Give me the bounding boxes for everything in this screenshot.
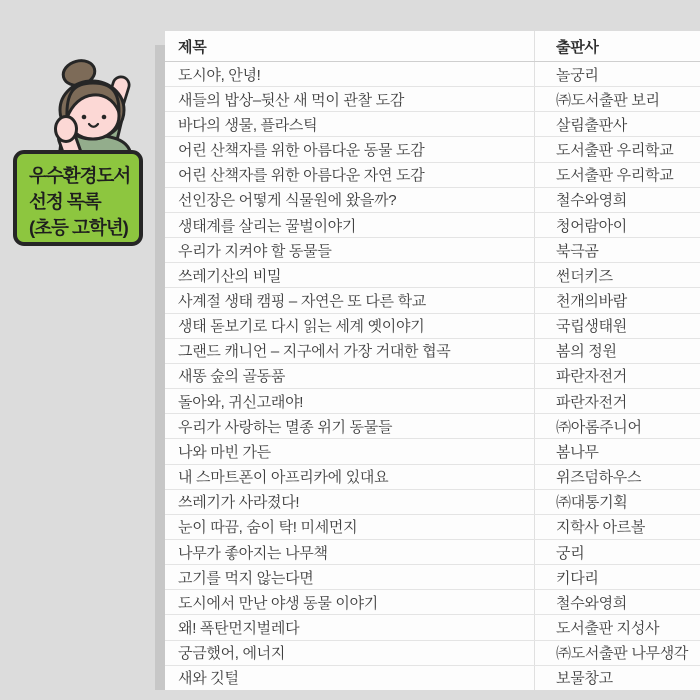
book-publisher: 보물창고 xyxy=(556,670,613,688)
book-title: 그랜드 캐니언 – 지구에서 가장 거대한 협곡 xyxy=(165,339,535,363)
book-publisher: 도서출판 우리학교 xyxy=(556,142,674,160)
table-row xyxy=(165,287,700,312)
book-title: 새와 깃털 xyxy=(165,666,535,690)
table-row xyxy=(165,162,700,187)
book-publisher: 봄의 정원 xyxy=(556,343,617,361)
book-title: 우리가 지켜야 할 동물들 xyxy=(165,238,535,262)
table-row xyxy=(165,665,700,690)
book-publisher: 청어람아이 xyxy=(556,217,627,235)
table-row xyxy=(165,614,700,639)
table-row xyxy=(165,136,700,161)
table-row xyxy=(165,564,700,589)
book-title: 사계절 생태 캠핑 – 자연은 또 다른 학교 xyxy=(165,288,535,312)
book-title: 내 스마트폰이 아프리카에 있대요 xyxy=(165,465,535,489)
table-row xyxy=(165,413,700,438)
book-title: 나무가 좋아지는 나무책 xyxy=(165,540,535,564)
list-title-badge xyxy=(13,150,143,246)
book-title: 쓰레기가 사라졌다! xyxy=(165,490,535,514)
book-publisher: 도서출판 우리학교 xyxy=(556,167,674,185)
book-title: 눈이 따끔, 숨이 탁! 미세먼지 xyxy=(165,515,535,539)
book-publisher: 봄나무 xyxy=(556,443,599,461)
book-title: 바다의 생물, 플라스틱 xyxy=(165,112,535,136)
book-title: 돌아와, 귀신고래야! xyxy=(165,389,535,413)
book-publisher: 키다리 xyxy=(556,569,599,587)
book-title: 나와 마빈 가든 xyxy=(165,439,535,463)
book-publisher: 살림출판사 xyxy=(556,116,627,134)
table-row xyxy=(165,212,700,237)
table-row xyxy=(165,388,700,413)
book-title: 생태계를 살리는 꿀벌이야기 xyxy=(165,213,535,237)
table-row xyxy=(165,514,700,539)
book-title: 선인장은 어떻게 식물원에 왔을까? xyxy=(165,188,535,212)
table-row xyxy=(165,589,700,614)
table-row xyxy=(165,438,700,463)
badge-line-1: 우수환경도서 xyxy=(29,165,131,186)
book-publisher: 철수와영희 xyxy=(556,192,627,210)
table-row xyxy=(165,363,700,388)
book-publisher: ㈜대통기획 xyxy=(556,494,628,512)
girl-waving-icon xyxy=(30,52,150,155)
book-publisher: ㈜도서출판 보리 xyxy=(556,91,660,109)
column-header-title: 제목 xyxy=(165,31,535,61)
book-title: 어린 산책자를 위한 아름다운 자연 도감 xyxy=(165,163,535,187)
book-publisher: 놀궁리 xyxy=(556,66,599,84)
book-publisher: 지학사 아르볼 xyxy=(556,519,646,537)
table-row xyxy=(165,489,700,514)
badge-line-2: 선정 목록 xyxy=(29,191,101,212)
book-title: 우리가 사랑하는 멸종 위기 동물들 xyxy=(165,414,535,438)
book-title: 고기를 먹지 않는다면 xyxy=(165,565,535,589)
book-title: 어린 산책자를 위한 아름다운 동물 도감 xyxy=(165,137,535,161)
book-publisher: 썬더키즈 xyxy=(556,267,613,285)
badge-line-3: (초등 고학년) xyxy=(29,217,128,238)
table-row xyxy=(165,262,700,287)
table-row xyxy=(165,464,700,489)
book-title: 도시에서 만난 야생 동물 이야기 xyxy=(165,590,535,614)
table-row xyxy=(165,111,700,136)
book-publisher: ㈜도서출판 나무생각 xyxy=(556,645,689,663)
book-title: 새들의 밥상–뒷산 새 먹이 관찰 도감 xyxy=(165,87,535,111)
book-title: 도시야, 안녕! xyxy=(165,62,535,86)
table-row xyxy=(165,62,700,86)
book-publisher: 궁리 xyxy=(556,544,585,562)
book-title: 생태 돋보기로 다시 읽는 세계 옛이야기 xyxy=(165,314,535,338)
book-title: 쓰레기산의 비밀 xyxy=(165,263,535,287)
column-header-publisher: 출판사 xyxy=(556,38,599,56)
table-row xyxy=(165,86,700,111)
book-publisher: 위즈덤하우스 xyxy=(556,469,642,487)
book-publisher: 파란자전거 xyxy=(556,393,627,411)
table-row xyxy=(165,187,700,212)
book-publisher: 국립생태원 xyxy=(556,318,627,336)
book-list-table xyxy=(165,31,700,690)
book-publisher: 도서출판 지성사 xyxy=(556,620,660,638)
table-body xyxy=(165,62,700,690)
table-header-row xyxy=(165,31,700,62)
book-publisher: 천개의바람 xyxy=(556,292,627,310)
book-publisher: 철수와영희 xyxy=(556,594,627,612)
girl-waving-illustration xyxy=(30,52,150,155)
table-row xyxy=(165,640,700,665)
book-title: 궁금했어, 에너지 xyxy=(165,641,535,665)
table-row xyxy=(165,313,700,338)
table-row xyxy=(165,237,700,262)
book-title: 왜! 폭탄먼지벌레다 xyxy=(165,615,535,639)
table-row xyxy=(165,539,700,564)
book-title: 새똥 숲의 골동품 xyxy=(165,364,535,388)
table-row xyxy=(165,338,700,363)
book-publisher: 북극곰 xyxy=(556,242,599,260)
book-publisher: 파란자전거 xyxy=(556,368,627,386)
book-publisher: ㈜아롬주니어 xyxy=(556,418,642,436)
